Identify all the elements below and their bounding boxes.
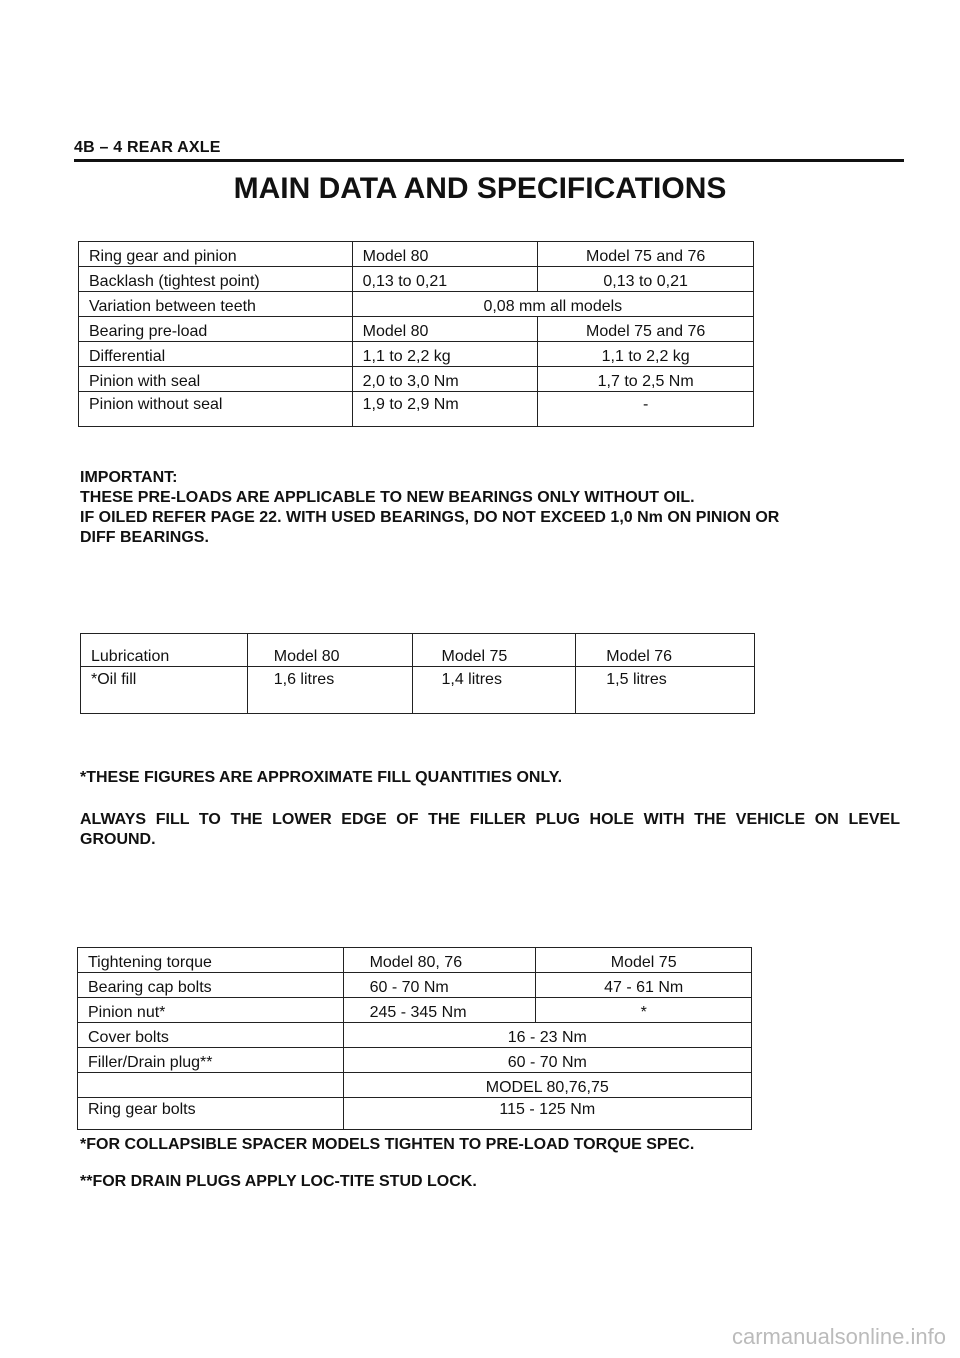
table-cell: Cover bolts <box>78 1023 344 1048</box>
section-label: 4B – 4 REAR AXLE <box>74 139 221 156</box>
table-cell: * <box>536 998 752 1023</box>
approx-note: *THESE FIGURES ARE APPROXIMATE FILL QUANTITIES ONLY. <box>80 769 563 786</box>
table-cell: *Oil fill <box>91 671 137 688</box>
important-heading: IMPORTANT: <box>80 469 178 486</box>
table-cell: 1,7 to 2,5 Nm <box>538 367 754 392</box>
page-header <box>74 139 904 162</box>
table-cell: Filler/Drain plug** <box>78 1048 344 1073</box>
table-cell: Model 80 <box>247 634 413 667</box>
table-cell: Tightening torque <box>78 948 344 973</box>
table-cell: Model 80 <box>352 242 538 267</box>
table-row <box>78 1073 752 1098</box>
table-cell: MODEL 80,76,75 <box>343 1073 751 1098</box>
table-row <box>79 392 754 427</box>
table-cell: Ring gear and pinion <box>79 242 353 267</box>
table-row <box>79 342 754 367</box>
table-cell: 1,6 litres <box>247 667 413 714</box>
table-row <box>78 998 752 1023</box>
table-cell: Model 75 and 76 <box>538 317 754 342</box>
table-row <box>79 317 754 342</box>
table-cell: 47 - 61 Nm <box>536 973 752 998</box>
table-row <box>78 1098 752 1130</box>
table-cell: Lubrication <box>81 634 248 667</box>
table-cell: Pinion nut* <box>78 998 344 1023</box>
ring-gear-table <box>78 241 754 427</box>
table-cell: 245 - 345 Nm <box>343 998 536 1023</box>
table-cell: 115 - 125 Nm <box>343 1098 751 1130</box>
table-row <box>79 292 754 317</box>
drain-footnote: **FOR DRAIN PLUGS APPLY LOC-TITE STUD LOCK. <box>80 1173 477 1190</box>
table-row <box>78 1048 752 1073</box>
table-cell: 1,1 to 2,2 kg <box>352 342 538 367</box>
table-cell: Bearing cap bolts <box>78 973 344 998</box>
table-cell <box>78 1073 344 1098</box>
table-row <box>79 267 754 292</box>
table-cell: Pinion with seal <box>79 367 353 392</box>
important-line: THESE PRE-LOADS ARE APPLICABLE TO NEW BEARINGS ONLY WITHOUT OIL. <box>80 489 695 506</box>
table-row <box>78 973 752 998</box>
table-row <box>78 1023 752 1048</box>
table-cell: 60 - 70 Nm <box>343 973 536 998</box>
torque-table <box>77 947 752 1130</box>
table-cell: Model 80 <box>352 317 538 342</box>
table-cell: Model 76 <box>576 634 755 667</box>
table-cell: Model 80, 76 <box>343 948 536 973</box>
fill-instruction-line: ALWAYS FILL TO THE LOWER EDGE OF THE FILLER PLUG HOLE WITH THE VEHICLE ON LEVEL <box>80 811 900 828</box>
table-cell: 1,9 to 2,9 Nm <box>352 392 538 427</box>
table-cell: Variation between teeth <box>79 292 353 317</box>
collapsible-footnote: *FOR COLLAPSIBLE SPACER MODELS TIGHTEN TO PRE-LOAD TORQUE SPEC. <box>80 1136 695 1153</box>
table-cell: 1,5 litres <box>576 667 755 714</box>
table-cell: 0,13 to 0,21 <box>352 267 538 292</box>
table-cell: 1,1 to 2,2 kg <box>538 342 754 367</box>
table-cell: 2,0 to 3,0 Nm <box>352 367 538 392</box>
table-row <box>79 242 754 267</box>
fill-instruction <box>80 810 900 850</box>
table-row <box>81 667 755 714</box>
table-row <box>78 948 752 973</box>
watermark: carmanualsonline.info <box>731 1324 946 1349</box>
table-cell: Pinion without seal <box>89 396 223 413</box>
table-row <box>79 367 754 392</box>
table-cell: Bearing pre-load <box>79 317 353 342</box>
table-cell: 1,4 litres <box>413 667 576 714</box>
table-cell: Model 75 and 76 <box>538 242 754 267</box>
lubrication-table <box>80 633 755 714</box>
table-cell: Ring gear bolts <box>88 1101 196 1118</box>
table-cell: Model 75 <box>413 634 576 667</box>
table-cell: 16 - 23 Nm <box>343 1023 751 1048</box>
table-cell: Backlash (tightest point) <box>79 267 353 292</box>
important-line: DIFF BEARINGS. <box>80 529 209 546</box>
table-cell: Differential <box>79 342 353 367</box>
table-cell: - <box>538 392 754 427</box>
fill-instruction-line: GROUND. <box>80 831 156 848</box>
table-cell: 0,13 to 0,21 <box>538 267 754 292</box>
important-line: IF OILED REFER PAGE 22. WITH USED BEARINGS, DO NOT EXCEED 1,0 Nm ON PINION OR <box>80 509 780 526</box>
table-row <box>81 634 755 667</box>
table-cell: Model 75 <box>536 948 752 973</box>
table-cell: 60 - 70 Nm <box>343 1048 751 1073</box>
table-cell: 0,08 mm all models <box>352 292 753 317</box>
important-note <box>80 468 779 548</box>
page-title: MAIN DATA AND SPECIFICATIONS <box>233 172 727 205</box>
